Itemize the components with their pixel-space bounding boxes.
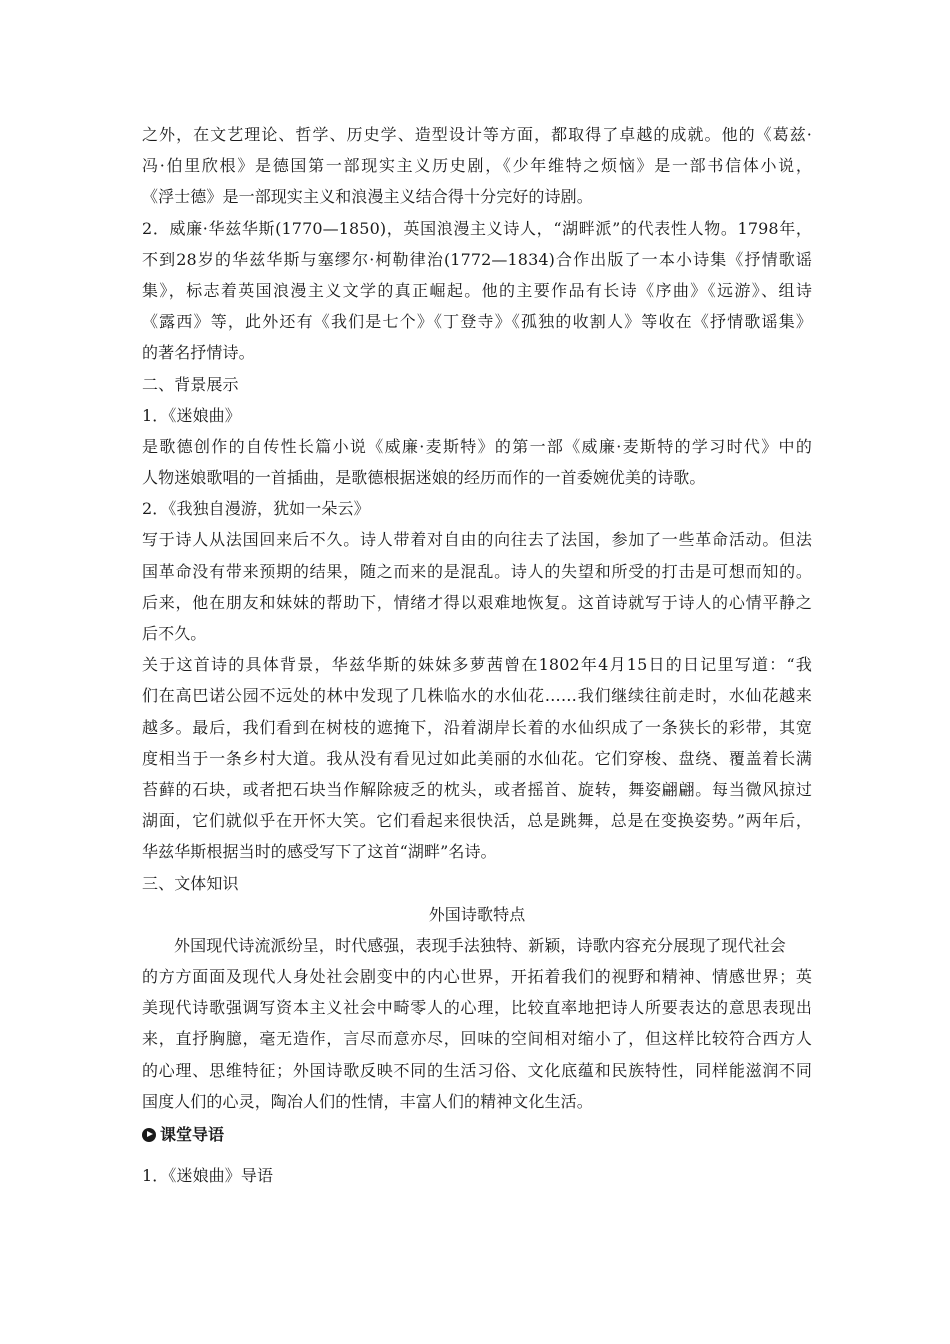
text-line: 二、背景展示 bbox=[142, 374, 239, 394]
text-line: 三、文体知识 bbox=[142, 873, 239, 893]
document-page bbox=[142, 119, 812, 1191]
text-line: 人物迷娘歌唱的一首插曲，是歌德根据迷娘的经历而作的一首委婉优美的诗歌。 bbox=[142, 468, 706, 488]
text-line: 后来，他在朋友和妹妹的帮助下，情绪才得以艰难地恢复。这首诗就写于诗人的心情平静之 bbox=[142, 592, 812, 612]
text-line: 国度人们的心灵，陶冶人们的性情，丰富人们的精神文化生活。 bbox=[142, 1091, 593, 1111]
text-line: 美现代诗歌强调写资本主义社会中畸零人的心理，比较直率地把诗人所要表达的意思表现出 bbox=[142, 998, 812, 1018]
text-line: 关于这首诗的具体背景，华兹华斯的妹妹多萝茜曾在1802年4月15日的日记里写道：“我 bbox=[142, 655, 812, 675]
body-lines bbox=[142, 119, 812, 1117]
play-circle-icon bbox=[142, 1128, 156, 1142]
text-line: 2．威廉·华兹华斯(1770—1850)，英国浪漫主义诗人，“湖畔派”的代表性人物。1798年， bbox=[142, 218, 812, 238]
section-heading bbox=[142, 1119, 812, 1150]
text-line: 不到28岁的华兹华斯与塞缪尔·柯勒律治(1772—1834)合作出版了一本小诗集《抒情歌谣 bbox=[142, 249, 812, 269]
text-line: 的方方面面及现代人身处社会剧变中的内心世界，开拓着我们的视野和精神、情感世界；英 bbox=[142, 967, 812, 987]
text-line: 湖面，它们就似乎在开怀大笑。它们看起来很快活，总是跳舞，总是在变换姿势。”两年后， bbox=[142, 811, 812, 831]
text-line: 冯·伯里欣根》是德国第一部现实主义历史剧，《少年维特之烦恼》是一部书信体小说， bbox=[142, 156, 812, 176]
intro-subheading: 1．《迷娘曲》导语 bbox=[142, 1166, 274, 1186]
text-line: 外国现代诗流派纷呈，时代感强，表现手法独特、新颖，诗歌内容充分展现了现代社会 bbox=[174, 935, 786, 955]
text-line: 们在高巴诺公园不远处的林中发现了几株临水的水仙花……我们继续往前走时，水仙花越来 bbox=[142, 686, 812, 706]
text-line: 之外，在文艺理论、哲学、历史学、造型设计等方面，都取得了卓越的成就。他的《葛兹· bbox=[142, 125, 812, 144]
text-line: 写于诗人从法国回来后不久。诗人带着对自由的向往去了法国，参加了一些革命活动。但法 bbox=[142, 530, 812, 550]
text-line: 来，直抒胸臆，毫无造作，言尽而意亦尽，回味的空间相对缩小了，但这样比较符合西方人 bbox=[142, 1029, 812, 1049]
text-line: 越多。最后，我们看到在树枝的遮掩下，沿着湖岸长着的水仙织成了一条狭长的彩带，其宽 bbox=[142, 717, 812, 737]
text-line: 的著名抒情诗。 bbox=[142, 343, 255, 363]
text-line: 1．《迷娘曲》 bbox=[142, 405, 241, 425]
text-line: 华兹华斯根据当时的感受写下了这首“湖畔”名诗。 bbox=[142, 842, 497, 862]
text-line: 《浮士德》是一部现实主义和浪漫主义结合得十分完好的诗剧。 bbox=[142, 187, 593, 207]
text-line: 集》，标志着英国浪漫主义文学的真正崛起。他的主要作品有长诗《序曲》《远游》、组诗 bbox=[142, 280, 812, 300]
text-line: 《露西》等，此外还有《我们是七个》《丁登寺》《孤独的收割人》等收在《抒情歌谣集》 bbox=[142, 312, 812, 332]
text-line: 国革命没有带来预期的结果，随之而来的是混乱。诗人的失望和所受的打击是可想而知的。 bbox=[142, 561, 812, 581]
text-line: 苔藓的石块，或者把石块当作解除疲乏的枕头，或者摇首、旋转，舞姿翩翩。每当微风掠过 bbox=[142, 779, 812, 799]
section-heading-text: 课堂导语 bbox=[160, 1125, 225, 1144]
text-line: 外国诗歌特点 bbox=[428, 904, 526, 924]
text-line: 是歌德创作的自传性长篇小说《威廉·麦斯特》的第一部《威廉·麦斯特的学习时代》中的 bbox=[142, 436, 812, 456]
text-line: 的心理、思维特征；外国诗歌反映不同的生活习俗、文化底蕴和民族特性，同样能滋润不同 bbox=[142, 1060, 812, 1080]
text-line: 2．《我独自漫游，犹如一朵云》 bbox=[142, 499, 370, 519]
text-line: 后不久。 bbox=[142, 624, 207, 643]
text-line: 度相当于一条乡村大道。我从没有看见过如此美丽的水仙花。它们穿梭、盘绕、覆盖着长满 bbox=[142, 748, 812, 768]
